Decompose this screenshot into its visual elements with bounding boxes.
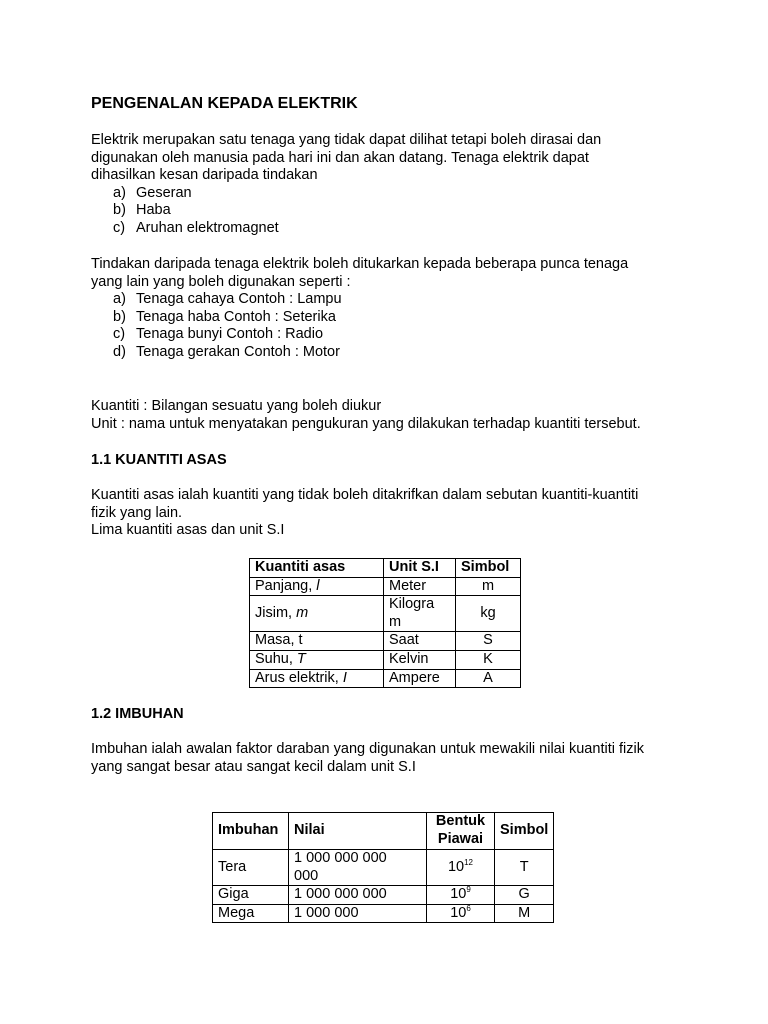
conversion-line: Tindakan daripada tenaga elektrik boleh ditukarkan kepada beberapa punca tenaga [91, 256, 629, 272]
list-item [91, 344, 691, 362]
list-text: Tenaga haba Contoh : Seterika [136, 308, 336, 325]
list-item [91, 202, 691, 220]
unit-cell: Ampere [384, 669, 456, 688]
list-marker: a) [113, 184, 126, 201]
section2-line: Imbuhan ialah awalan faktor daraban yang digunakan untuk mewakili nilai kuantiti fizik [91, 741, 644, 757]
section1-paragraph [91, 487, 691, 540]
conversion-line: yang lain yang boleh digunakan seperti : [91, 273, 351, 290]
energy-list [91, 291, 691, 361]
symbol-cell: S [456, 632, 521, 651]
list-text: Tenaga bunyi Contoh : Radio [136, 326, 324, 343]
table-row [250, 632, 521, 651]
kuantiti-definition: Kuantiti : Bilangan sesuatu yang boleh diukur [91, 398, 382, 414]
prefix-table [212, 812, 554, 923]
intro-line: digunakan oleh manusia pada hari ini dan akan datang. Tenaga elektrik dapat [91, 149, 589, 166]
list-text: Aruhan elektromagnet [136, 219, 279, 236]
quantity-cell: Jisim, m [250, 596, 384, 632]
list-marker: b) [113, 202, 126, 219]
column-header: Imbuhan [213, 813, 289, 850]
prefix-cell: Mega [213, 904, 289, 923]
quantity-cell: Panjang, l [250, 577, 384, 596]
unit-cell: Meter [384, 577, 456, 596]
list-text: Tenaga cahaya Contoh : Lampu [136, 291, 342, 308]
symbol-cell: M [495, 904, 554, 923]
value-cell: 1 000 000 000 [289, 886, 427, 905]
symbol-cell: G [495, 886, 554, 905]
standard-form-cell: $10^6$ [427, 904, 495, 923]
quantity-cell: Masa, t [250, 632, 384, 651]
section1-line: fizik yang lain. [91, 504, 183, 521]
document-title: PENGENALAN KEPADA ELEKTRIK [91, 95, 358, 112]
conversion-paragraph [91, 256, 691, 362]
table-header-row [213, 813, 554, 850]
table-row [213, 850, 554, 886]
unit-cell: Kelvin [384, 650, 456, 669]
prefix-cell: Giga [213, 886, 289, 905]
list-item [91, 185, 691, 203]
symbol-cell: m [456, 577, 521, 596]
table-row [213, 904, 554, 923]
list-marker: d) [113, 343, 126, 360]
unit-definition: Unit : nama untuk menyatakan pengukuran yang dilakukan terhadap kuantiti tersebut. [91, 415, 641, 432]
symbol-cell: K [456, 650, 521, 669]
list-marker: a) [113, 291, 126, 308]
list-item [91, 309, 691, 327]
table-row [250, 577, 521, 596]
section-heading: 1.2 IMBUHAN [91, 706, 184, 722]
effects-list [91, 185, 691, 238]
section2-paragraph [91, 741, 691, 776]
list-text: Geseran [136, 184, 192, 201]
base-quantities-table [249, 558, 521, 688]
symbol-cell: kg [456, 596, 521, 632]
table-row [213, 886, 554, 905]
list-marker: c) [113, 326, 126, 343]
list-text: Tenaga gerakan Contoh : Motor [136, 343, 340, 360]
section2-line: yang sangat besar atau sangat kecil dalam unit S.I [91, 758, 416, 775]
section1-line: Kuantiti asas ialah kuantiti yang tidak boleh ditakrifkan dalam sebutan kuantiti-kuantiti [91, 487, 639, 503]
quantity-cell: Arus elektrik, I [250, 669, 384, 688]
value-cell: 1 000 000 [289, 904, 427, 923]
value-cell: 1 000 000 000 000 [289, 850, 427, 886]
standard-form-cell: $10^{12}$ [427, 850, 495, 886]
column-header: Kuantiti asas [250, 559, 384, 578]
list-marker: b) [113, 308, 126, 325]
column-header: Nilai [289, 813, 427, 850]
quantity-cell: Suhu, T [250, 650, 384, 669]
table-row [250, 669, 521, 688]
standard-form-cell: $10^9$ [427, 886, 495, 905]
definitions [91, 398, 691, 433]
intro-paragraph [91, 132, 691, 238]
list-item [91, 326, 691, 344]
symbol-cell: A [456, 669, 521, 688]
prefix-cell: Tera [213, 850, 289, 886]
table-row [250, 650, 521, 669]
list-item [91, 220, 691, 238]
column-header: Bentuk Piawai [427, 813, 495, 850]
table-row [250, 596, 521, 632]
intro-line: dihasilkan kesan daripada tindakan [91, 167, 318, 184]
column-header: Simbol [495, 813, 554, 850]
table-header-row [250, 559, 521, 578]
list-marker: c) [113, 219, 126, 236]
unit-cell: Saat [384, 632, 456, 651]
column-header: Unit S.I [384, 559, 456, 578]
list-item [91, 291, 691, 309]
column-header: Simbol [456, 559, 521, 578]
list-text: Haba [136, 202, 171, 219]
section-heading: 1.1 KUANTITI ASAS [91, 452, 227, 468]
symbol-cell: T [495, 850, 554, 886]
section1-line: Lima kuantiti asas dan unit S.I [91, 522, 285, 539]
unit-cell: Kilogra m [384, 596, 456, 632]
intro-line: Elektrik merupakan satu tenaga yang tidak dapat dilihat tetapi boleh dirasai dan [91, 132, 602, 148]
